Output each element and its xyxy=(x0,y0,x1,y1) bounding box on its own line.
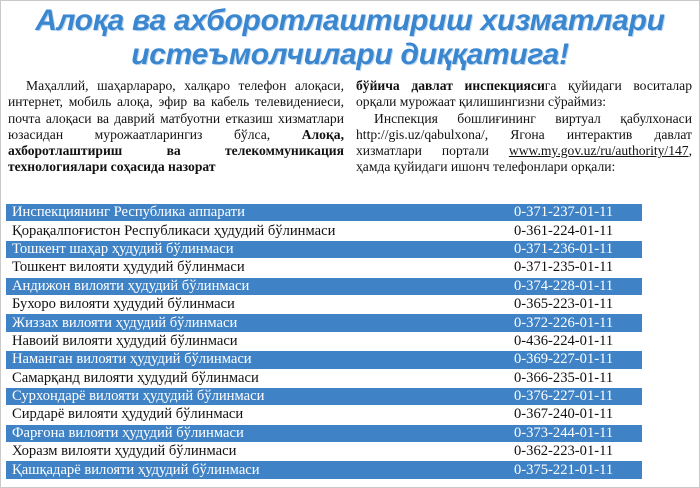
intro-left-column xyxy=(8,78,344,196)
phone-number: 0-369-227-01-11 xyxy=(514,351,614,368)
phone-number: 0-361-224-01-11 xyxy=(514,222,614,239)
intro-right-column xyxy=(356,78,692,196)
table-row xyxy=(6,296,642,314)
table-row xyxy=(6,425,642,443)
office-name: Тошкент шаҳар ҳудудий бўлинмаси xyxy=(12,240,234,257)
table-row xyxy=(6,388,642,406)
phone-number: 0-376-227-01-11 xyxy=(514,388,614,405)
office-name: Наманган вилояти ҳудудий бўлинмаси xyxy=(12,351,252,368)
intro-left-text: Маҳаллий, шаҳарлараро, халқаро телефон алоқаси, интернет, мобиль алоқа, эфир ва кабель телевидениеси, почта алоқаси ва даврий матбуотни етказиш хизматлари юзасидан мурожаатларингиз бўлса, xyxy=(8,78,344,142)
phone-number: 0-372-226-01-11 xyxy=(514,314,614,331)
page-title xyxy=(0,4,700,72)
title-line-1: Алоқа ва ахборотлаштириш хизматлари xyxy=(35,4,665,37)
phone-number: 0-371-235-01-11 xyxy=(514,259,614,276)
phone-number: 0-373-244-01-11 xyxy=(514,424,614,441)
office-name: Андижон вилояти ҳудудий бўлинмаси xyxy=(12,277,250,294)
table-row xyxy=(6,241,642,259)
phone-number: 0-375-221-01-11 xyxy=(514,461,614,478)
intro-right-paragraph-2 xyxy=(356,111,692,176)
intro-columns xyxy=(8,78,692,196)
intro-right-text-2: Инспекция бошлиғининг виртуал қабулхонаси http://gis.uz/qabulxona/, Ягона интерактив давлат хизматлари портали xyxy=(356,110,692,159)
phone-number: 0-371-237-01-11 xyxy=(514,204,614,221)
table-row xyxy=(6,333,642,351)
phone-number: 0-374-228-01-11 xyxy=(514,277,614,294)
office-name: Самарқанд вилояти ҳудудий бўлинмаси xyxy=(12,369,259,386)
table-row xyxy=(6,222,642,240)
portal-link[interactable]: www.my.gov.uz/ru/authority/147 xyxy=(508,143,689,159)
office-name: Қорақалпоғистон Республикаси ҳудудий бўлинмаси xyxy=(12,222,336,239)
office-name: Сирдарё вилояти ҳудудий бўлинмаси xyxy=(12,406,244,423)
office-name: Сурхондарё вилояти ҳудудий бўлинмаси xyxy=(12,388,265,405)
table-row xyxy=(6,278,642,296)
office-name: Инспекциянинг Республика аппарати xyxy=(12,204,245,221)
phone-number: 0-371-236-01-11 xyxy=(514,240,614,257)
table-row xyxy=(6,370,642,388)
phone-number: 0-362-223-01-11 xyxy=(514,443,614,460)
intro-left-bold: Алоқа, ахборотлаштириш ва телекоммуникация технологиялари соҳасида назорат xyxy=(8,126,344,175)
office-name: Қашқадарё вилояти ҳудудий бўлинмаси xyxy=(12,461,260,478)
table-row xyxy=(6,406,642,424)
phone-number: 0-365-223-01-11 xyxy=(514,296,614,313)
office-name: Навоий вилояти ҳудудий бўлинмаси xyxy=(12,332,238,349)
office-name: Фарғона вилояти ҳудудий бўлинмаси xyxy=(12,424,244,441)
table-row xyxy=(6,259,642,277)
table-row xyxy=(6,443,642,461)
office-name: Жиззах вилояти ҳудудий бўлинмаси xyxy=(12,314,238,331)
intro-right-text-3: , ҳамда қуйидаги ишонч телефонлари орқали: xyxy=(356,143,692,175)
office-name: Тошкент вилояти ҳудудий бўлинмаси xyxy=(12,259,245,276)
intro-right-paragraph-1 xyxy=(356,78,692,111)
table-row xyxy=(6,204,642,222)
title-line-2: истеъмолчилари диққатига! xyxy=(131,38,569,71)
office-name: Хоразм вилояти ҳудудий бўлинмаси xyxy=(12,443,237,460)
table-row xyxy=(6,314,642,332)
office-name: Бухоро вилояти ҳудудий бўлинмаси xyxy=(12,296,235,313)
table-row xyxy=(6,351,642,369)
table-row xyxy=(6,461,642,479)
intro-right-bold: бўйича давлат инспекцияси xyxy=(356,78,545,93)
phone-number: 0-367-240-01-11 xyxy=(514,406,614,423)
phone-number: 0-436-224-01-11 xyxy=(514,332,614,349)
phone-number: 0-366-235-01-11 xyxy=(514,369,614,386)
phone-table xyxy=(6,204,642,480)
intro-right-text-1: га қуйидаги воситалар орқали мурожаат қилишингизни сўраймиз: xyxy=(356,78,692,110)
intro-left-paragraph xyxy=(8,78,344,176)
